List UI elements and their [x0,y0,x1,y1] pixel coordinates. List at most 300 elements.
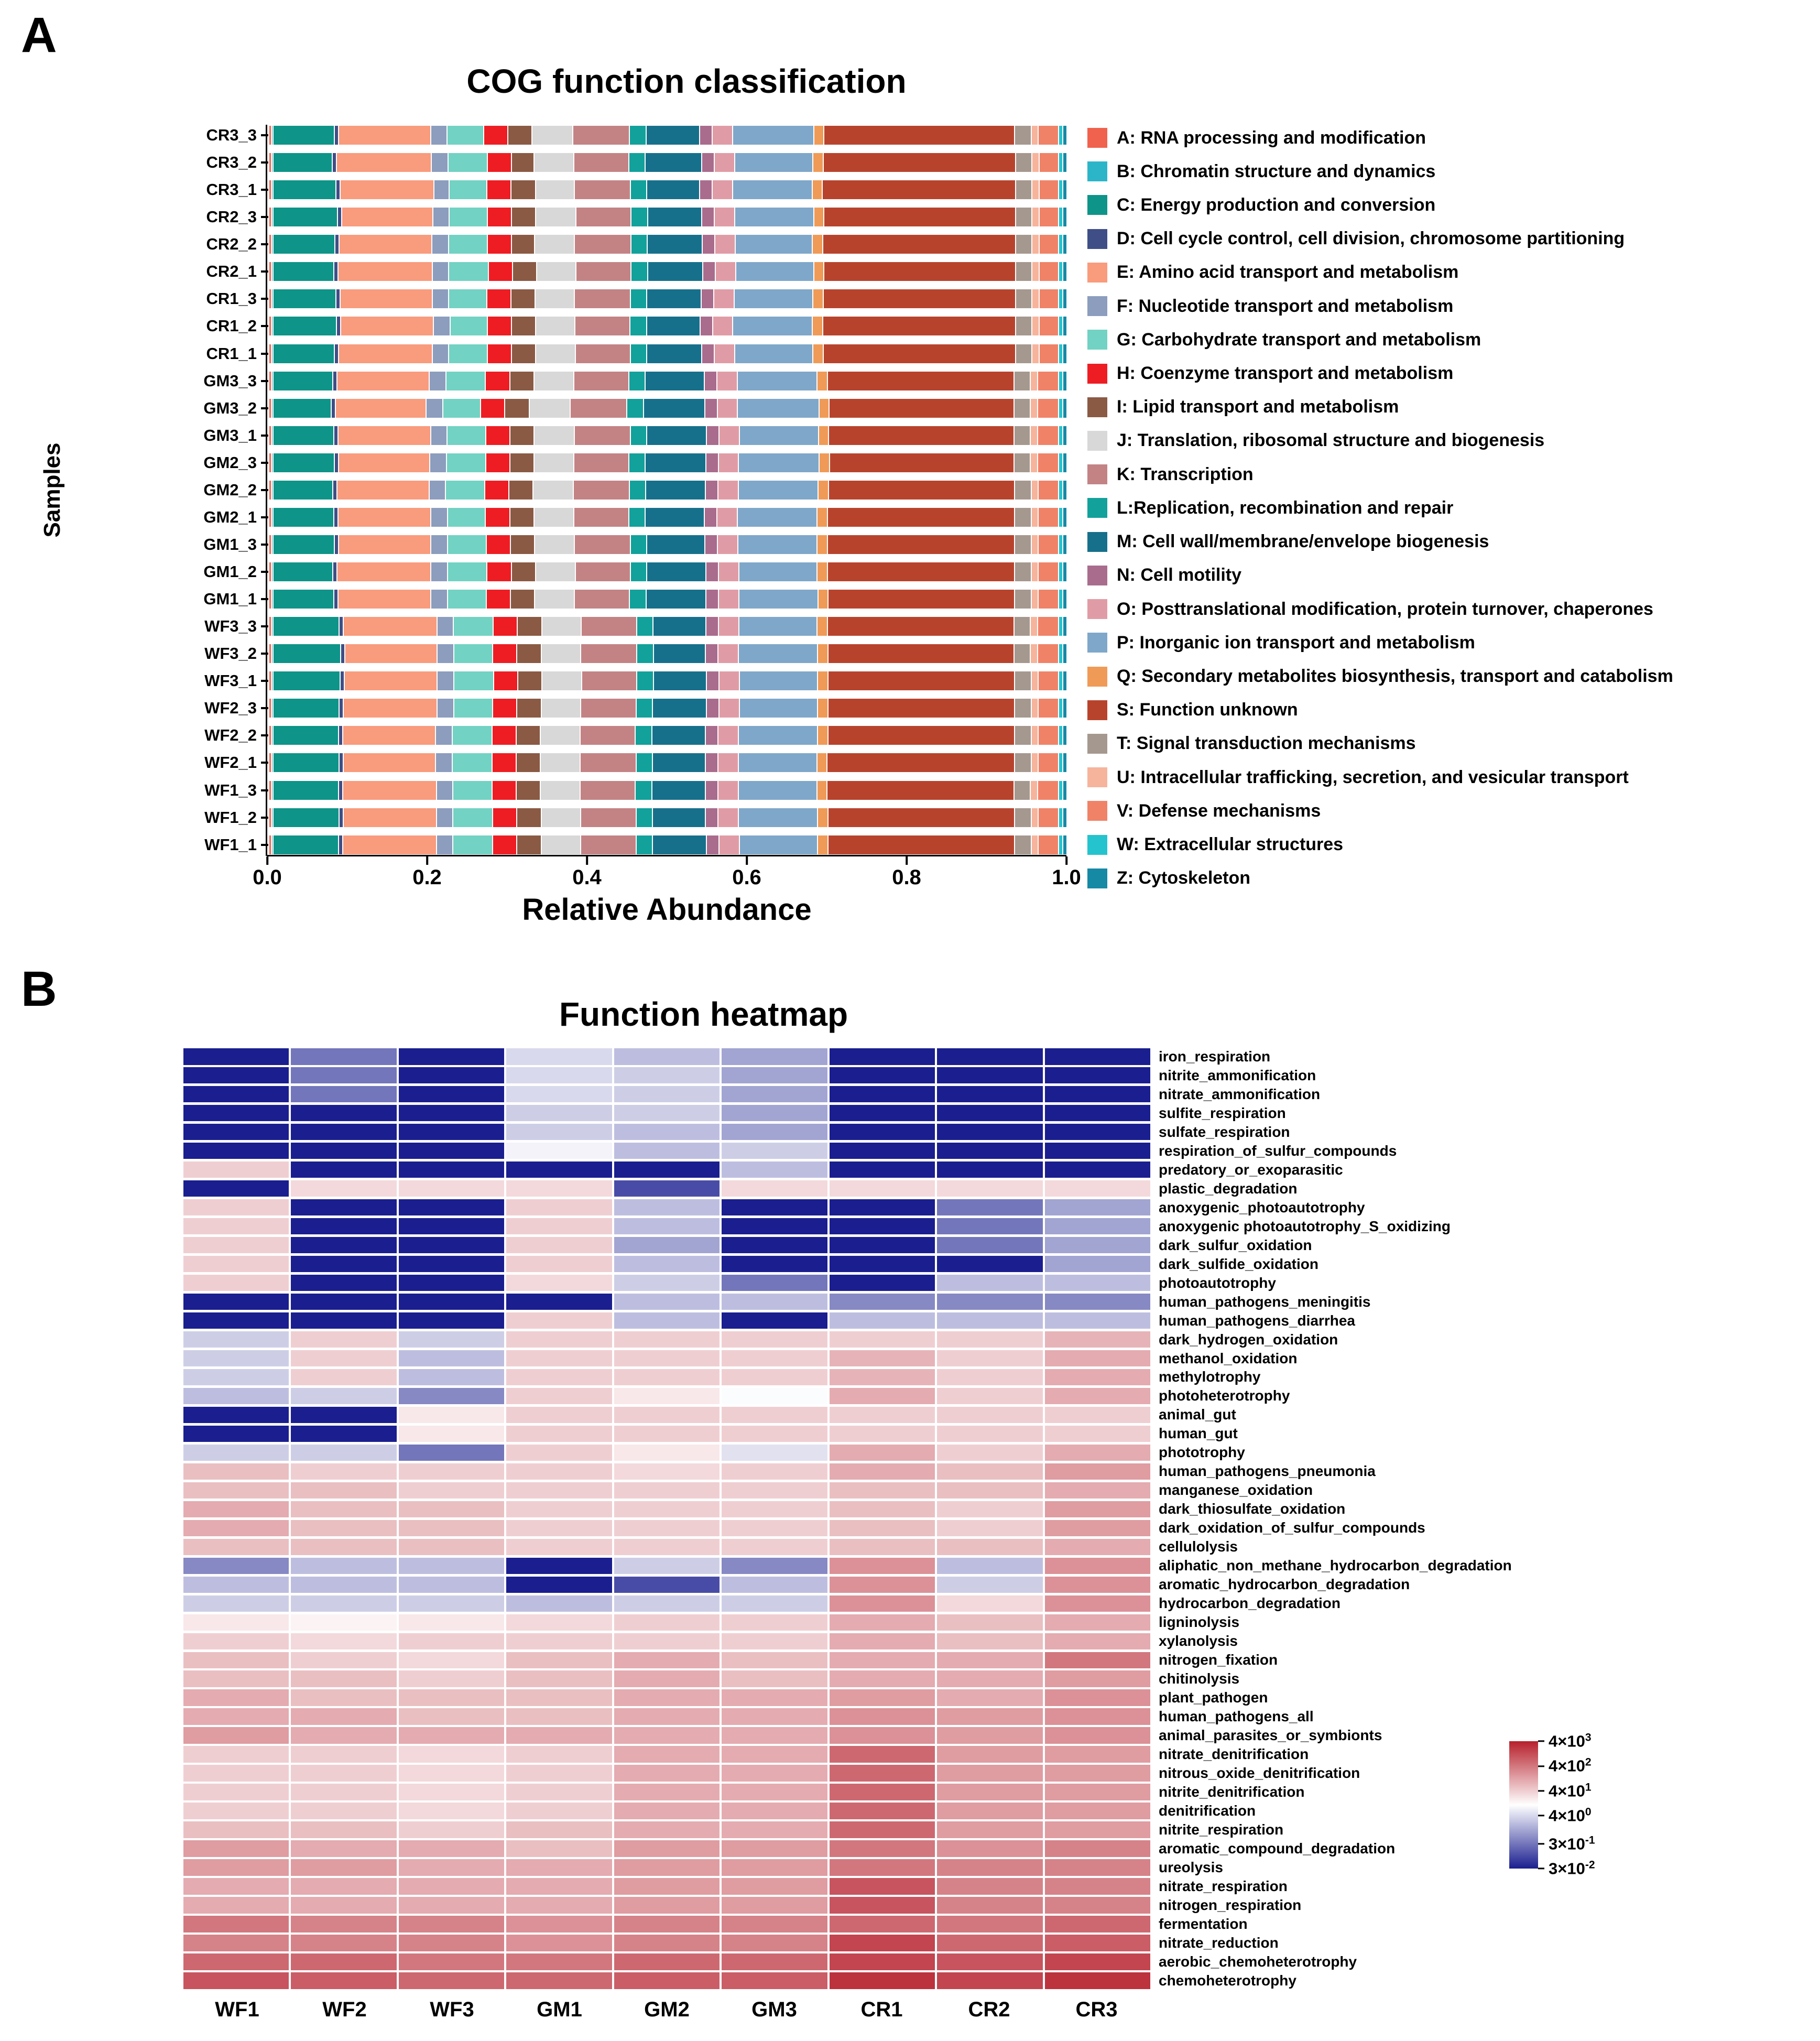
bar-segment-U [1032,262,1040,281]
colorbar-tick-label: $3\times 10^{-1}$ [1549,1833,1595,1853]
heatmap-row [183,1859,1512,1876]
heatmap-cell [937,1746,1042,1763]
heatmap-cell [614,1897,720,1914]
heatmap-cell [830,1539,935,1556]
bar-segment-S [828,508,1015,527]
heatmap-row [183,1916,1512,1933]
heatmap-cell [506,1426,612,1442]
bar-segment-O [718,781,739,800]
heatmap-row-cells [183,1482,1150,1499]
bar-segment-Z [1063,753,1066,772]
heatmap-cell [506,1765,612,1782]
heatmap-cell [614,1501,720,1518]
heatmap-cell [183,1180,289,1197]
heatmap-cell [1045,1727,1150,1744]
heatmap-cell [937,1407,1042,1424]
bar-row [121,644,1066,663]
heatmap-cell [291,1275,396,1291]
heatmap-cell [722,1577,827,1593]
heatmap-cell [937,1331,1042,1348]
heatmap-cell [399,1275,504,1291]
heatmap-cell [1045,1633,1150,1650]
bar-row [121,262,1066,281]
bar-segment-Z [1063,372,1066,390]
heatmap-cell [183,1463,289,1480]
heatmap-cell [183,1199,289,1216]
heatmap-row-label: human_pathogens_all [1159,1708,1314,1725]
heatmap-row-label: nitrogen_respiration [1159,1897,1302,1914]
bar-segment-T [1015,644,1031,663]
bar-segment-D [335,126,339,145]
heatmap-cell [506,1708,612,1725]
heatmap-cell [830,1501,935,1518]
heatmap-row [183,1689,1512,1706]
heatmap-cell [506,1086,612,1103]
heatmap-row-label: ureolysis [1159,1859,1223,1876]
bar-segment-G [449,235,488,254]
bar-segment-T [1015,399,1031,418]
heatmap-cell [614,1633,720,1650]
bar-segment-Q [813,153,824,172]
bar-segment-C [274,508,334,527]
bar-segment-P [735,289,814,308]
bar-segment-W [1059,617,1063,636]
bar-segment-T [1015,808,1032,827]
colorbar-tick-label: $3\times 10^{-2}$ [1549,1859,1595,1878]
bar-segment-T [1016,235,1032,254]
x-tick-mark [426,856,428,865]
bar-segment-S [829,590,1015,609]
heatmap-row [183,1199,1512,1216]
heatmap-cell [937,1953,1042,1970]
heatmap-cell [399,1520,504,1537]
heatmap-row [183,1972,1512,1989]
bar-segment-J [542,671,582,690]
heatmap-cell [937,1048,1042,1065]
bar-segment-T [1015,508,1031,527]
bar-segment-P [738,535,818,554]
bar-segment-H [487,180,511,199]
bar-segment-H [488,208,512,226]
legend-swatch [1087,397,1107,417]
heatmap-cell [399,1897,504,1914]
heatmap-cell [399,1407,504,1424]
bar-segment-Z [1063,262,1066,281]
bar-segment-E [341,180,434,199]
heatmap-cell [937,1218,1042,1235]
heatmap-row-label: animal_parasites_or_symbionts [1159,1727,1382,1744]
sample-label: CR1_3 [206,289,257,308]
bar-segment-Z [1063,126,1066,145]
heatmap-cell [506,1143,612,1159]
heatmap-cell [614,1859,720,1876]
legend-label: F: Nucleotide transport and metabolism [1117,296,1454,316]
heatmap-cell [1045,1199,1150,1216]
bar-segment-S [828,372,1015,390]
heatmap-cell [291,1652,396,1669]
heatmap-cell [291,1595,396,1612]
bar-segment-L [629,508,646,527]
heatmap-cell [183,1350,289,1367]
heatmap-row-cells [183,1369,1150,1386]
stacked-bar [269,317,1066,335]
heatmap-row [183,1105,1512,1122]
bar-segment-V [1039,126,1059,145]
bar-row [121,317,1066,335]
heatmap-cell [291,1803,396,1819]
bar-row [121,617,1066,636]
heatmap-cell [183,1972,289,1989]
heatmap-row-label: dark_thiosulfate_oxidation [1159,1501,1346,1517]
heatmap-cell [1045,1539,1150,1556]
bar-segment-F [434,180,450,199]
heatmap-cell [183,1689,289,1706]
bar-segment-D [340,808,344,827]
bar-segment-L [631,180,647,199]
bar-segment-J [536,562,576,581]
heatmap-cell [183,1275,289,1291]
heatmap-cell [291,1953,396,1970]
bar-segment-P [739,617,818,636]
heatmap-cell [830,1633,935,1650]
bar-segment-P [738,508,818,527]
bar-segment-W [1059,781,1063,800]
stacked-bar [269,399,1066,418]
bar-row [121,289,1066,308]
heatmap-cell [722,1086,827,1103]
heatmap-cell [291,1445,396,1461]
bar-segment-O [714,289,735,308]
heatmap-cell [614,1595,720,1612]
bar-segment-S [829,481,1015,500]
bar-segment-E [337,153,432,172]
heatmap-cell [830,1878,935,1895]
bar-segment-D [335,453,339,472]
heatmap-col-label: CR2 [968,1998,1010,2021]
heatmap-cell [614,1445,720,1461]
legend-item-Z [1087,867,1673,889]
bar-row [121,180,1066,199]
heatmap-cell [399,1312,504,1329]
x-axis-spine [267,855,1066,856]
bar-segment-M [647,590,706,609]
heatmap-row-cells [183,1539,1150,1556]
heatmap-row [183,1124,1512,1141]
y-tick [259,808,269,827]
heatmap-row [183,1539,1512,1556]
heatmap-cell [291,1689,396,1706]
bar-segment-W [1059,180,1063,199]
colorbar-tick-label: $4\times 10^2$ [1549,1756,1592,1776]
heatmap-cell [506,1577,612,1593]
bar-segment-D [339,726,343,745]
stacked-bar [269,481,1066,500]
bar-segment-T [1015,426,1031,445]
legend-swatch [1087,734,1107,754]
legend-item-O [1087,598,1673,620]
legend-item-C [1087,194,1673,216]
bar-segment-E [341,289,433,308]
bar-segment-P [740,426,819,445]
heatmap-row [183,1935,1512,1951]
bar-segment-W [1059,372,1063,390]
bar-row [121,235,1066,254]
heatmap-cell [937,1972,1042,1989]
bar-segment-F [431,426,448,445]
bar-segment-J [542,835,582,854]
heatmap-cell [183,1652,289,1669]
legend-swatch [1087,633,1107,653]
bar-segment-U [1032,235,1040,254]
colorbar-tick [1538,1859,1595,1878]
bar-segment-F [430,372,446,390]
legend-item-W [1087,834,1673,856]
stacked-bar [269,590,1066,609]
bar-segment-D [335,344,339,363]
heatmap-cell [1045,1670,1150,1687]
sample-label: CR3_1 [206,180,257,199]
bar-segment-G [453,781,492,800]
heatmap-row-label: sulfite_respiration [1159,1104,1286,1121]
bar-segment-N [706,726,718,745]
bar-segment-E [336,399,427,418]
heatmap-cell [183,1086,289,1103]
heatmap-cell [506,1369,612,1386]
bar-segment-M [648,262,703,281]
legend-swatch [1087,801,1107,821]
heatmap-cell [614,1784,720,1800]
heatmap-row [183,1086,1512,1103]
heatmap-row [183,1369,1512,1386]
heatmap-row-label: photoheterotrophy [1159,1387,1290,1404]
heatmap-cell [399,1482,504,1499]
bar-segment-M [647,180,700,199]
legend-label: J: Translation, ribosomal structure and biogenesis [1117,430,1545,451]
heatmap-row-label: methanol_oxidation [1159,1350,1298,1366]
bar-segment-S [829,726,1015,745]
bar-segment-W [1059,508,1063,527]
bar-segment-P [739,562,818,581]
heatmap-row-cells [183,1558,1150,1575]
legend-label: G: Carbohydrate transport and metabolism [1117,329,1481,350]
bar-segment-J [535,453,574,472]
bar-segment-S [823,235,1016,254]
heatmap-cell [506,1407,612,1424]
bar-segment-E [337,481,430,500]
heatmap-cell [937,1689,1042,1706]
heatmap-cell [291,1369,396,1386]
heatmap-cell [399,1445,504,1461]
bar-segment-I [517,753,541,772]
bar-segment-U [1032,562,1039,581]
legend-label: T: Signal transduction mechanisms [1117,733,1416,754]
heatmap-row [183,1897,1512,1914]
heatmap-cell [722,1369,827,1386]
heatmap-row-cells [183,1105,1150,1122]
bar-row [121,508,1066,527]
sample-label: GM3_1 [203,426,257,444]
heatmap-cell [506,1161,612,1178]
bar-segment-S [824,208,1016,226]
bar-segment-U [1032,126,1039,145]
heatmap-cell [183,1859,289,1876]
bar-segment-P [739,753,818,772]
bar-segment-D [340,617,344,636]
bar-segment-M [653,808,706,827]
sample-label: GM3_2 [203,398,257,417]
bar-segment-N [706,453,719,472]
y-axis-label: Samples [39,442,65,538]
heatmap-row-label: plant_pathogen [1159,1689,1268,1706]
heatmap-cell [722,1463,827,1480]
bar-segment-T [1016,289,1032,308]
heatmap-cell [291,1426,396,1442]
stacked-bar [269,508,1066,527]
bar-segment-W [1059,208,1063,226]
bar-segment-N [705,508,717,527]
x-tick [892,856,921,889]
bar-segment-E [345,644,438,663]
stacked-bar [269,126,1066,145]
bar-segment-Z [1063,344,1066,363]
bar-segment-J [535,235,574,254]
heatmap-cell [399,1256,504,1273]
heatmap-cell [722,1256,827,1273]
heatmap-row-label: aliphatic_non_methane_hydrocarbon_degradation [1159,1557,1512,1574]
heatmap-cell [183,1670,289,1687]
heatmap-cell [291,1577,396,1593]
colorbar-tick [1538,1756,1592,1776]
heatmap-row [183,1784,1512,1800]
bar-segment-I [509,481,533,500]
heatmap-cell [506,1331,612,1348]
heatmap-cell [1045,1180,1150,1197]
y-tick [259,289,269,308]
heatmap-row [183,1237,1512,1254]
bar-segment-J [535,426,575,445]
heatmap-cell [722,1426,827,1442]
heatmap-row-cells [183,1803,1150,1819]
heatmap-row-label: methylotrophy [1159,1369,1261,1385]
heatmap-cell [722,1784,827,1800]
heatmap-row [183,1520,1512,1537]
bar-segment-J [535,535,575,554]
sample-label: GM2_1 [203,507,257,526]
bar-segment-N [702,208,715,226]
heatmap-row [183,1275,1512,1291]
bar-segment-U [1032,153,1040,172]
heatmap-cell [830,1275,935,1291]
heatmap-row [183,1388,1512,1405]
bar-segment-F [431,126,448,145]
y-tick [259,481,269,500]
heatmap-row-cells [183,1916,1150,1933]
heatmap-row-label: nitrate_ammonification [1159,1085,1321,1102]
heatmap-cell [506,1501,612,1518]
bar-segment-C [274,753,340,772]
bar-segment-K [581,753,637,772]
legend-label: Z: Cytoskeleton [1117,868,1251,888]
heatmap-cell [722,1501,827,1518]
bar-segment-F [438,617,454,636]
heatmap-cell [614,1388,720,1405]
bar-segment-K [582,617,637,636]
bar-segment-D [339,835,343,854]
bar-segment-G [448,535,487,554]
heatmap-cell [614,1275,720,1291]
heatmap-cell [722,1275,827,1291]
heatmap-row-cells [183,1143,1150,1159]
heatmap-cell [183,1331,289,1348]
bar-segment-M [648,235,703,254]
bar-segment-S [829,644,1015,663]
heatmap-cell [506,1916,612,1933]
bar-segment-Z [1063,617,1066,636]
bar-segment-L [631,426,647,445]
bar-segment-D [340,699,344,718]
bar-segment-V [1039,808,1059,827]
heatmap-cell [399,1708,504,1725]
heatmap-cell [506,1652,612,1669]
bar-segment-C [274,671,340,690]
heatmap-cell [399,1369,504,1386]
bar-segment-P [740,671,819,690]
heatmap-row [183,1633,1512,1650]
bar-segment-J [536,208,576,226]
heatmap-cell [399,1350,504,1367]
y-tick [259,535,269,554]
x-tick-mark [906,856,908,865]
heatmap-cell [183,1746,289,1763]
bar-segment-M [647,344,702,363]
heatmap-row-label: aromatic_hydrocarbon_degradation [1159,1576,1410,1593]
bar-segment-C [274,726,339,745]
bar-segment-T [1015,453,1031,472]
bar-segment-G [450,180,487,199]
x-tick [572,856,602,889]
bar-segment-T [1015,535,1031,554]
bar-segment-Z [1063,453,1066,472]
bar-segment-Q [818,562,828,581]
bar-segment-V [1039,835,1059,854]
heatmap-cell [937,1727,1042,1744]
heatmap-cell [1045,1821,1150,1838]
bar-segment-M [648,208,703,226]
bar-segment-M [647,126,700,145]
function-heatmap [183,1048,1512,1989]
bar-segment-L [629,453,646,472]
heatmap-cell [722,1350,827,1367]
bar-segment-S [828,617,1015,636]
bar-segment-T [1015,372,1031,390]
bar-segment-Q [818,535,828,554]
legend-item-G [1087,329,1673,351]
heatmap-cell [937,1350,1042,1367]
heatmap-cell [506,1972,612,1989]
heatmap-cell [506,1463,612,1480]
heatmap-cell [830,1482,935,1499]
bar-row [121,726,1066,745]
heatmap-cell [506,1746,612,1763]
heatmap-cell [399,1237,504,1254]
bar-segment-F [430,481,446,500]
bar-segment-C [274,590,334,609]
heatmap-cell [183,1897,289,1914]
heatmap-cell [399,1294,504,1310]
bar-segment-I [511,289,536,308]
bar-segment-K [576,262,631,281]
heatmap-row-label: nitrate_denitrification [1159,1746,1309,1763]
